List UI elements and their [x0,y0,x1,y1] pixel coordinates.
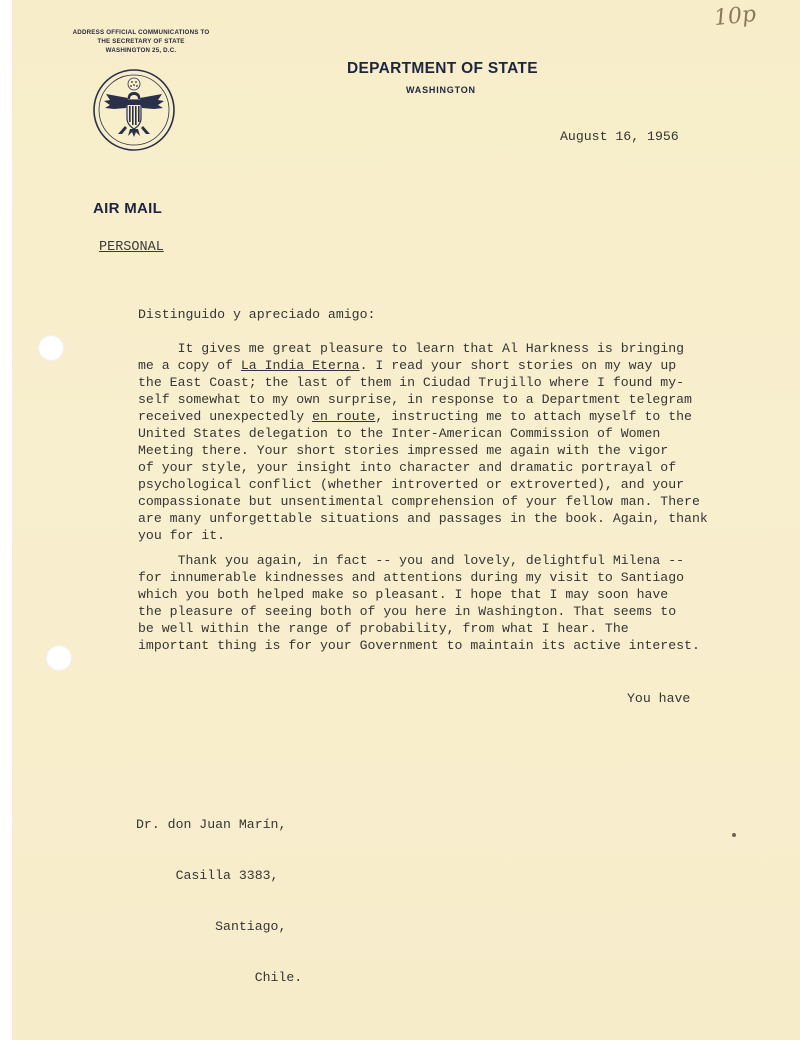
paragraph-line [138,408,778,425]
text-span: me a copy of [138,358,241,373]
paragraph-line [138,603,778,620]
department-city: WASHINGTON [406,85,476,95]
text-span: you for it. [138,528,226,543]
text-span: received unexpectedly [138,409,313,424]
paragraph-line [138,340,778,357]
paragraph-line [138,586,778,603]
address-line: Santiago, [136,919,287,934]
address-note-line: WASHINGTON 25, D.C. [105,47,177,54]
text-span: which you both helped make so pleasant. I hope that I may soon have [138,587,669,602]
text-span: the pleasure of seeing both of you here in Washington. That seems to [138,604,677,619]
text-span: Thank you again, in fact -- you and lovely, delightful Milena -- [138,553,685,568]
letterhead-address-note [56,28,226,55]
continuation-text: You have [627,691,691,706]
text-span: . I read your short stories on my way up [359,358,677,373]
letter-page [12,0,800,1040]
text-span: It gives me great pleasure to learn that Al Harkness is bringing [138,341,685,356]
address-note-line: THE SECRETARY OF STATE [97,38,185,45]
paragraph-line [138,374,778,391]
underlined-text: La India Eterna [240,358,360,373]
text-span: are many unforgettable situations and passages in the book. Again, thank [138,511,708,526]
text-span: psychological conflict (whether introverted or extroverted), and your [138,477,685,492]
address-line: Chile. [136,970,303,985]
text-span: the East Coast; the last of them in Ciudad Trujillo where I found my- [138,375,685,390]
text-span: United States delegation to the Inter-American Commission of Women [138,426,661,441]
department-name: DEPARTMENT OF STATE [347,60,538,77]
ink-spot [732,833,736,837]
paragraph-line [138,552,778,569]
paragraph-line [138,459,778,476]
text-span: important thing is for your Government to maintain its active interest. [138,638,700,653]
address-line: Casilla 3383, [136,868,279,883]
body-paragraph-2 [138,552,778,654]
paragraph-line [138,493,778,510]
paragraph-line [138,569,778,586]
paragraph-line [138,442,778,459]
paragraph-line [138,357,778,374]
great-seal-icon [92,68,176,152]
underlined-text: en route [312,409,376,424]
paragraph-line [138,620,778,637]
personal-label: PERSONAL [99,240,164,255]
recipient-address [136,782,302,1020]
air-mail-label: AIR MAIL [93,200,163,217]
body-paragraph-1 [138,340,778,544]
handwritten-mark: 10p [712,1,758,32]
punch-hole [38,335,64,361]
paragraph-line [138,527,778,544]
text-span: Meeting there. Your short stories impressed me again with the vigor [138,443,669,458]
text-span: compassionate but unsentimental comprehension of your fellow man. There [138,494,700,509]
text-span: self somewhat to my own surprise, in response to a Department telegram [138,392,692,407]
salutation: Distinguido y apreciado amigo: [138,307,376,322]
paragraph-line [138,637,778,654]
paragraph-line [138,476,778,493]
text-span: , instructing me to attach myself to the [375,409,692,424]
address-line: Dr. don Juan Marín, [136,817,287,832]
text-span: of your style, your insight into character and dramatic portrayal of [138,460,677,475]
punch-hole [46,645,72,671]
paragraph-line [138,510,778,527]
letter-date: August 16, 1956 [560,129,679,144]
paragraph-line [138,425,778,442]
address-note-line: ADDRESS OFFICIAL COMMUNICATIONS TO [72,29,210,36]
text-span: for innumerable kindnesses and attentions during my visit to Santiago [138,570,685,585]
text-span: be well within the range of probability, from what I hear. The [138,621,629,636]
paragraph-line [138,391,778,408]
